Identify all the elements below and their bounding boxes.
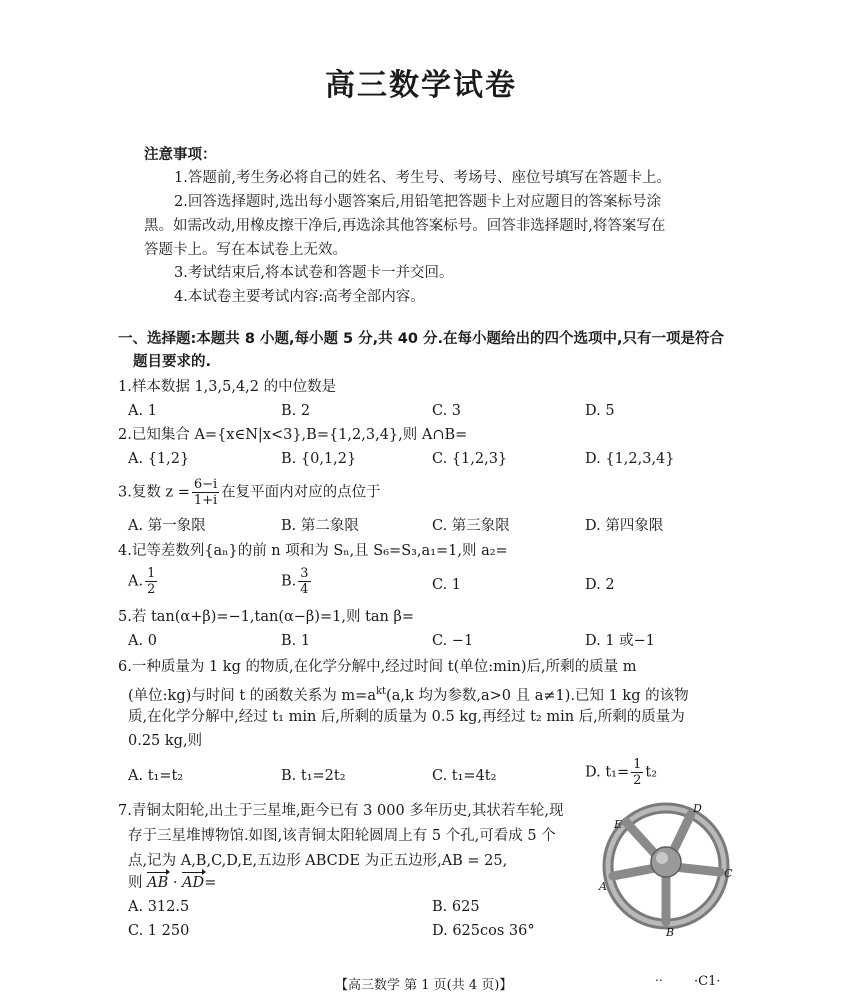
question-7-line-4	[128, 874, 216, 892]
q1-option-d: D. 5	[585, 403, 615, 419]
q1-option-a: A. 1	[128, 403, 157, 419]
dot-operator: ·	[172, 875, 178, 891]
q2-option-a: A. {1,2}	[128, 451, 190, 467]
q3-option-d: D. 第四象限	[585, 518, 664, 534]
q6-option-d-den: 2	[633, 773, 642, 788]
q3-option-a: A. 第一象限	[128, 518, 206, 534]
figure-label-d: D	[693, 802, 702, 815]
q1-option-c: C. 3	[432, 403, 462, 419]
q6-option-d-fraction	[631, 757, 643, 788]
q7-line4-a: 则	[128, 875, 143, 891]
q7-option-d: D. 625cos 36°	[432, 923, 535, 939]
q3-option-b: B. 第二象限	[281, 518, 359, 534]
bronze-sun-wheel-figure	[596, 800, 746, 938]
q7-option-c: C. 1 250	[128, 923, 190, 939]
q3-fraction	[192, 477, 219, 508]
question-1-stem: 1.样本数据 1,3,5,4,2 的中位数是	[118, 379, 337, 395]
q4-option-a	[128, 566, 159, 597]
question-6-line-2	[128, 683, 689, 705]
q6-option-d	[585, 757, 657, 788]
page-footer: 【高三数学 第 1 页(共 4 页)】	[335, 978, 513, 993]
question-7-line-1: 7.青铜太阳轮,出土于三星堆,距今已有 3 000 多年历史,其状若车轮,现	[118, 803, 564, 819]
page-title: 高三数学试卷	[325, 68, 517, 103]
q3-fraction-denominator: 1+i	[193, 493, 218, 508]
q2-option-b: B. {0,1,2}	[281, 451, 357, 467]
q6-option-c: C. t₁=4t₂	[432, 768, 497, 784]
q6-option-b: B. t₁=2t₂	[281, 768, 346, 784]
question-6-line-1: 6.一种质量为 1 kg 的物质,在化学分解中,经过时间 t(单位:min)后,所剩的质量 m	[118, 659, 637, 675]
question-2-stem: 2.已知集合 A={x∈N|x<3},B={1,2,3,4},则 A∩B=	[118, 427, 468, 443]
figure-label-c: C	[724, 867, 733, 880]
question-3-stem	[118, 477, 381, 508]
q6-option-d-num: 1	[633, 757, 642, 772]
notice-item: 2.回答选择题时,选出每小题答案后,用铅笔把答题卡上对应题目的答案标号涂	[174, 194, 662, 210]
q4-option-b-fraction	[298, 566, 310, 597]
q2-option-c: C. {1,2,3}	[432, 451, 508, 467]
q6-option-d-text-b: t₂	[645, 764, 658, 781]
footer-code: ·C1·	[694, 974, 721, 989]
notice-item: 3.考试结束后,将本试卷和答题卡一并交回。	[174, 265, 454, 281]
vector-ab: AB	[147, 875, 169, 891]
notice-item: 黑。如需改动,用橡皮擦干净后,再选涂其他答案标号。回答非选择题时,将答案写在	[144, 218, 666, 234]
q4-option-d: D. 2	[585, 577, 615, 593]
q6-option-a: A. t₁=t₂	[128, 768, 184, 784]
q5-option-a: A. 0	[128, 633, 157, 649]
q4-option-a-den: 2	[147, 582, 156, 597]
q2-option-d: D. {1,2,3,4}	[585, 451, 675, 467]
figure-label-b: B	[666, 926, 675, 938]
q6-exponent: kt	[375, 686, 387, 697]
question-7-line-3: 点,记为 A,B,C,D,E,五边形 ABCDE 为正五边形,AB = 25,	[128, 853, 508, 869]
q3-stem-text: 3.复数 z =	[118, 484, 190, 501]
question-6-line-3: 质,在化学分解中,经过 t₁ min 后,所剩的质量为 0.5 kg,再经过 t₂ min 后,所剩的质量为	[128, 709, 685, 725]
section-heading: 一、选择题:本题共 8 小题,每小题 5 分,共 40 分.在每小题给出的四个选项中,只有一项是符合	[118, 331, 724, 347]
q3-stem-text-b: 在复平面内对应的点位于	[221, 484, 381, 501]
q5-option-c: C. −1	[432, 633, 474, 649]
q7-option-a: A. 312.5	[128, 899, 190, 915]
notice-item: 1.答题前,考生务必将自己的姓名、考生号、考场号、座位号填写在答题卡上。	[174, 170, 671, 186]
q4-option-a-label: A.	[128, 573, 144, 590]
q3-fraction-numerator: 6−i	[193, 477, 218, 492]
q4-option-b	[281, 566, 313, 597]
question-7-line-2: 存于三星堆博物馆.如图,该青铜太阳轮圆周上有 5 个孔,可看成 5 个	[128, 828, 556, 844]
hub-highlight	[656, 852, 668, 864]
q7-line4-b: =	[204, 875, 217, 891]
q4-option-b-label: B.	[281, 573, 297, 590]
q5-option-d: D. 1 或−1	[585, 633, 656, 649]
q3-option-c: C. 第三象限	[432, 518, 510, 534]
figure-label-e: E	[614, 818, 623, 831]
figure-label-a: A	[599, 880, 607, 893]
footer-dots: ..	[655, 970, 663, 984]
notice-item: 4.本试卷主要考试内容:高考全部内容。	[174, 289, 425, 305]
vector-ad: AD	[182, 875, 205, 891]
question-4-stem: 4.记等差数列{aₙ}的前 n 项和为 Sₙ,且 S₆=S₃,a₁=1,则 a₂=	[118, 543, 508, 559]
question-6-line-4: 0.25 kg,则	[128, 733, 203, 749]
q4-option-b-num: 3	[300, 566, 309, 581]
q4-option-a-fraction	[145, 566, 157, 597]
q5-option-b: B. 1	[281, 633, 311, 649]
q6-line2-b: (a,k 均为参数,a>0 且 a≠1).已知 1 kg 的该物	[386, 688, 689, 704]
q4-option-c: C. 1	[432, 577, 462, 593]
notice-item: 答题卡上。写在本试卷上无效。	[144, 242, 347, 258]
notice-heading: 注意事项：	[144, 147, 217, 163]
question-5-stem: 5.若 tan(α+β)=−1,tan(α−β)=1,则 tan β=	[118, 609, 415, 625]
q4-option-b-den: 4	[300, 582, 309, 597]
section-heading-cont: 题目要求的.	[133, 354, 212, 370]
q6-option-d-text: D. t₁=	[585, 764, 630, 781]
q1-option-b: B. 2	[281, 403, 311, 419]
q6-line2-a: (单位:kg)与时间 t 的函数关系为 m=a	[128, 688, 376, 704]
q7-option-b: B. 625	[432, 899, 480, 915]
q4-option-a-num: 1	[147, 566, 156, 581]
